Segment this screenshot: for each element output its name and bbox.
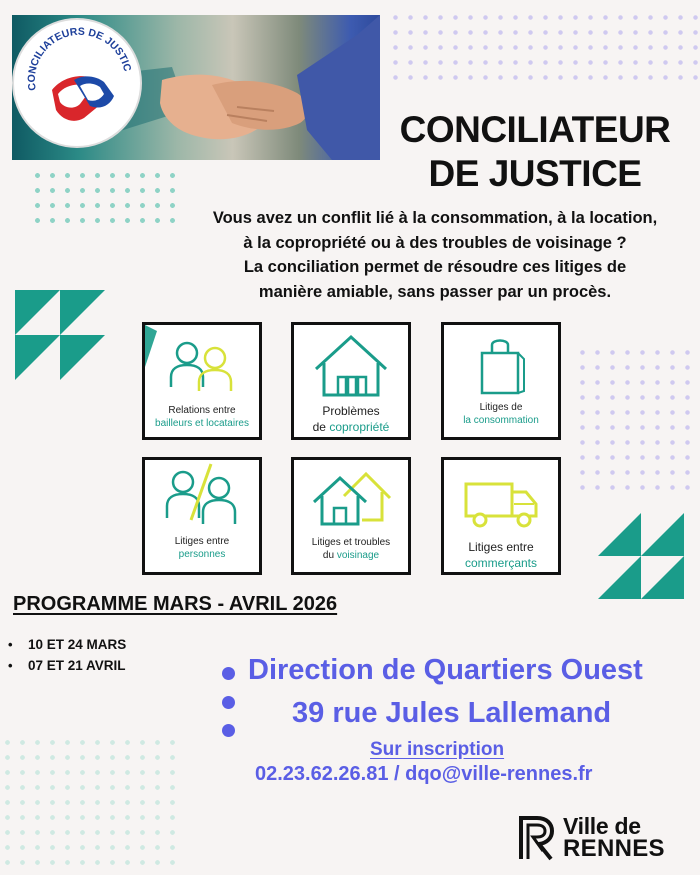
bullet [222, 667, 235, 680]
card-label: Litiges entre commerçants [464, 540, 538, 570]
date-item: • 07 ET 21 AVRIL [8, 658, 126, 673]
dot-pattern-bottom-left [0, 735, 175, 870]
dot-pattern-top-right [388, 10, 698, 85]
card-label: Litiges et troubles du voisinage [311, 537, 391, 561]
card-voisinage [291, 457, 411, 575]
card-litiges-personnes [142, 457, 262, 575]
card-commercants [441, 457, 561, 575]
dot-pattern-right-mid [575, 345, 695, 495]
date-item: • 10 ET 24 MARS [8, 637, 127, 652]
title-line-1: CONCILIATEUR [399, 109, 671, 150]
venue-address: 39 rue Jules Lallemand [292, 697, 612, 729]
dot-pattern-left [30, 168, 180, 230]
card-copropriete [291, 322, 411, 440]
card-label: Problèmes de copropriété [312, 404, 390, 434]
card-label: Litiges entre personnes [174, 536, 230, 560]
title-line-2: DE JUSTICE [428, 153, 642, 194]
rennes-r-logo-icon [517, 815, 557, 861]
programme-heading: PROGRAMME MARS - AVRIL 2026 [13, 593, 338, 615]
teal-triangles-left [15, 290, 105, 380]
brand-line-2: RENNES [563, 835, 665, 862]
intro-line-1: Vous avez un conflit lié à la consommation, à la location, [212, 209, 658, 227]
venue-name: Direction de Quartiers Ouest [248, 654, 643, 686]
contact-info[interactable]: 02.23.62.26.81 / dqo@ville-rennes.fr [255, 763, 593, 785]
intro-line-2: à la copropriété ou à des troubles de voisinage ? [243, 233, 627, 252]
inscription-link[interactable]: Sur inscription [370, 739, 505, 760]
bullet [222, 696, 235, 709]
brand-line-1: Ville de [563, 813, 641, 839]
intro-line-4: manière amiable, sans passer par un procès. [258, 282, 612, 301]
card-label: Relations entre bailleurs et locataires [155, 405, 249, 429]
intro-line-3: La conciliation permet de résoudre ces litiges de [243, 258, 627, 276]
teal-triangles-right [598, 513, 684, 599]
intro-paragraph [175, 206, 695, 304]
svg-text:CONCILIATEURS DE JUSTICE: CONCILIATEURS DE JUSTIC [25, 25, 134, 92]
card-consommation [441, 322, 561, 440]
page-title [380, 108, 690, 196]
card-bailleurs-locataires [142, 322, 262, 440]
conciliateurs-de-justice-logo [12, 18, 142, 148]
card-label: Litiges de la consommation [463, 402, 539, 426]
bullet [222, 724, 235, 737]
